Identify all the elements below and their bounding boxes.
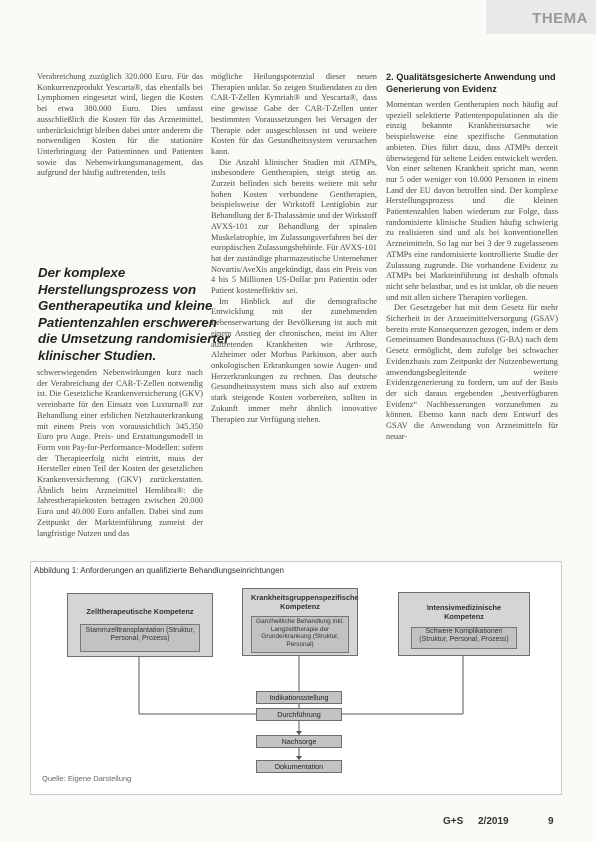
figure-title: Abbildung 1: Anforderungen an qualifizierte Behandlungseinrichtungen — [34, 566, 284, 575]
box-title: Zelltherapeutische Kompetenz — [86, 607, 194, 616]
box-detail: Schwere Komplikationen (Struktur, Personal, Prozess) — [411, 627, 517, 649]
process-step-indication: Indikationsstellung — [256, 691, 342, 704]
intensive-care-competence-box — [398, 592, 530, 656]
paragraph: schwerwiegenden Nebenwirkungen kurz nach der Verabreichung der CAR-T-Zellen notwendig ist. Die Gesetzliche Krankenversicherung (GKV) vereinbarte für den Einsatz von Luxturna® zur Behandlung einer erblichen Netzhauterkrankung mit einem Preis von voraussichtlich 345.350 Euro pro Auge. Preis- und Erstattungsmodell in Form von Pay-for-Performance-Modellen: sofern der Therapieerfolg nicht eintritt, muss der Hersteller einen Teil der Kosten der gesetzlichen Krankenversicherung (GKV) zurückerstatten. Ähnlich beim Arzneimittel Hemlibra®: die Jahrestherapiekosten betragen zwischen 20.000 Euro und 40.000 Euro anfallen. Dabei sind zum Zeitpunkt der Markteinführung zumeist der langfristige Nutzen und das — [37, 368, 203, 538]
paragraph: Momentan werden Gentherapien noch häufig auf speziell selektierte Patientenpopulationen als die einzig bekannte Krankheitsursache wie beispielsweise eine spezifische Genmutation anbieten. Dies führt dazu, dass ATMPs derzeit überwiegend für seltene Leiden entwickelt werden. Von einer seltenen Krankheit spricht man, wenn nur 5 oder weniger von 10.000 Personen in einem Land der EU davon betroffen sind. Der komplexe Herstellungsprozess und die kleinen Patientenzahlen haben wiederum zur Folge, dass randomisierte klinische Studien häufig schwierig zu realisieren sind und als bei konventionellen Arzneimitteln. So lag nur bei 3 der 9 zugelassenen ATMPs eine randomisierte kontrollierte Studie der Zulassung zugrunde. Die vorhandene Evidenz zu ATMPs bei Markteinführung ist deshalb oftmals nicht sehr belastbar, und es ist unklar, ob die neuen und mit allen sichere Therapien vorliegen. — [386, 100, 558, 302]
process-step-documentation: Dokumentation — [256, 760, 342, 773]
footer-journal: G+S — [443, 816, 464, 827]
paragraph: Verabreichung zuzüglich 320.000 Euro. Für das Konkurrenzprodukt Yescarta®, das ebenfalls bei Lymphomen eingesetzt wird, liegen die Kosten bei etwa 380.000 Euro. Dies umfasst ausschließlich die Kosten für das Arzneimittel, unberücksichtigt bleiben dabei unter anderem die notwendigen Kosten für die stationäre Unterbringung der Patientinnen und Patienten sowie das Nebenwirkungsmanagement, das aufgrund der häufig auftretenden, teils — [37, 72, 203, 178]
box-detail: Stammzelltransplantation (Struktur, Personal, Prozess) — [80, 624, 200, 652]
paragraph: Der Gesetzgeber hat mit dem Gesetz für mehr Sicherheit in der Arzneimittelversorgung (GSAV) bereits erste Konsequenzen gezogen, indem er dem Gemeinsamen Bundesausschuss (G-BA) nach dem Gesetz ermöglicht, dem zufolge bei schwacher Evidenzbasis zum Zeitpunkt der Nutzenbewertung anwendungsbegleitende weitere Evidenzgenerierung zu fordern, um auf der Basis der sich daraus ergebenden „bestverfügbaren Evidenz“ Nachbesserungen vorzunehmen zu können. Ebenso kann nach dem Entwurf des GSAV die Anwendung von Arzneimitteln für neuar- — [386, 303, 558, 441]
section-heading: 2. Qualitätsgesicherte Anwendung und Generierung von Evidenz — [386, 72, 556, 94]
page-number: 9 — [548, 816, 554, 827]
zelltherapeutic-competence-box — [67, 593, 213, 657]
disease-group-competence-box — [242, 588, 358, 656]
paragraph: Im Hinblick auf die demografische Entwicklung mit der zunehmenden Lebenserwartung der Bevölkerung ist auch mit einem Anstieg der chronischen, meist im Alter auftretenden Krankheiten wie Arthrose, Alzheimer oder Morbus Parkinson, aber auch onkologischen Erkrankungen sowie Augen- und Herzerkrankungen zu rechnen. Das deutsche Gesundheitssystem muss sich also auf extrem stark steigende Kosten vorbereiten, sollten in Zukunft immer mehr ähnlich innovative Therapien zur Verfügung stehen. — [211, 296, 377, 424]
footer-issue: 2/2019 — [478, 816, 509, 827]
process-step-aftercare: Nachsorge — [256, 735, 342, 748]
process-step-execution: Durchführung — [256, 708, 342, 721]
figure-source: Quelle: Eigene Darstellung — [42, 774, 132, 783]
pull-quote: Der komplexe Herstellungsprozess von Gentherapeutika und kleine Patientenzahlen erschweren die Umsetzung randomisierter klinischer Studien. — [38, 265, 230, 363]
box-title: Krankheitsgruppenspezifische Kompetenz — [251, 593, 359, 611]
box-title: Intensivmedizinische Kompetenz — [426, 603, 502, 621]
paragraph: Die Anzahl klinischer Studien mit ATMPs, insbesondere Gentherapien, steigt stetig an. Zurzeit befinden sich bereits weitere mit sehr hohen Kosten verbundene Gentherapien, beispielsweise der Wirkstoff Lentiglobin zur Behandlung der ß-Thalassämie und der Wirkstoff AVXS-101 zur Behandlung der spinalen Muskelatrophie, im Zulassungsverfahren bei der europäischen Zulassungsbehörde. Für AVXS-101 hat der zuständige pharmazeutische Unternehmer Novartis/AveXis angekündigt, dass ein Preis von 4 bis 5 Millionen US-Dollar pro Patientin oder Patient kosteneffektiv sei. — [211, 157, 377, 296]
section-label: THEMA — [532, 10, 588, 27]
paragraph: mögliche Heilungspotenzial dieser neuen Therapien unklar. So zeigen Studiendaten zu den CAR-T-Zellen Kymriah® und Yescarta®, dass eine gewisse Gabe der CAR-T-Zellen unter bestimmten Voraussetzungen bei Versagen der Therapie oder ausgeschlossen ist und weitere Kosten für das Gesundheitssystem verursachen kann. — [211, 72, 377, 156]
box-detail: Ganzheitliche Behandlung inkl. Langzeittherapie der Grunderkrankung (Struktur, Personal) — [251, 616, 349, 653]
